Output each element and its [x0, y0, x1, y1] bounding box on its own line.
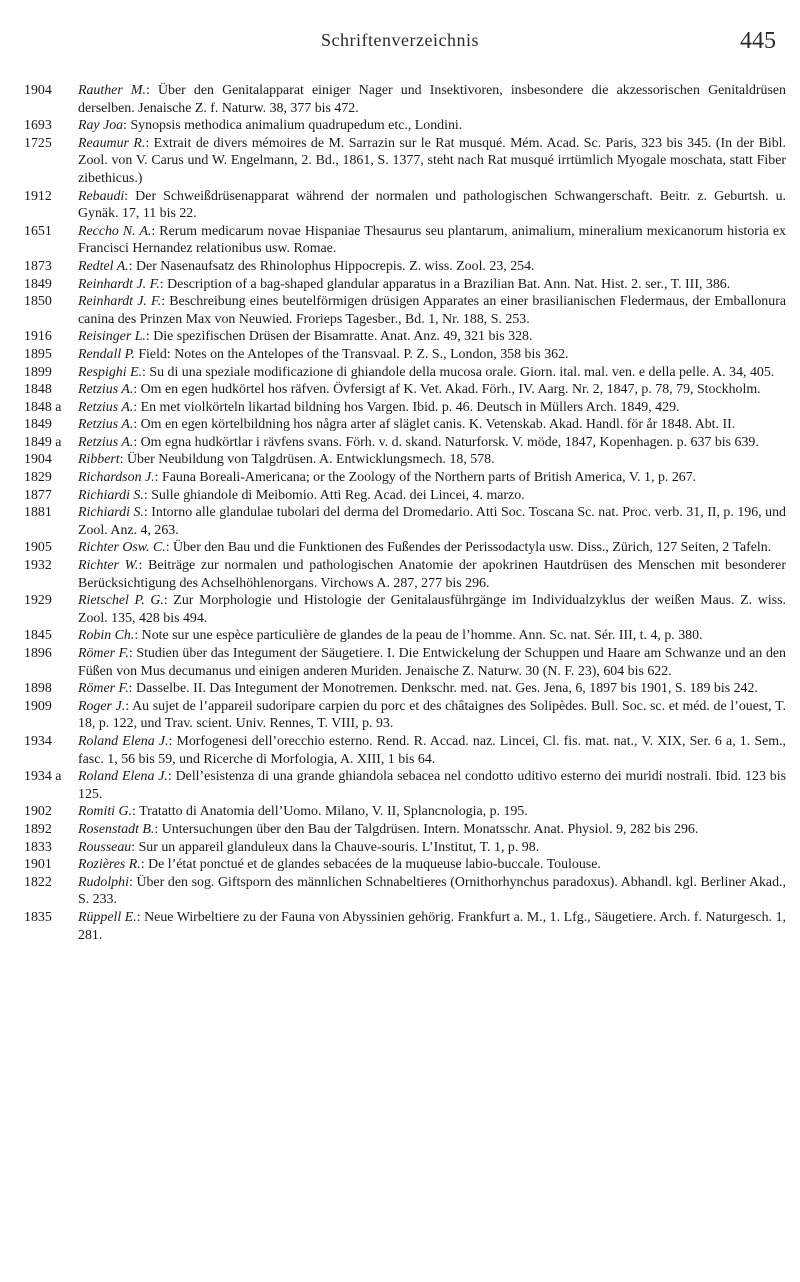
entry-citation: : Der Schweißdrüsenapparat während der normalen und pathologischen Schwangerschaft. Beitr. z. Geburtsh. u. Gynäk. 17, 11 bis 22.: [78, 188, 786, 222]
entry-year: 1849: [24, 276, 52, 292]
entry-citation: : Sur un appareil glanduleux dans la Chauve-souris. L’Institut, T. 1, p. 98.: [131, 839, 540, 855]
entry-author: Reisinger L.: [78, 329, 146, 345]
entry-year: 1693: [24, 118, 52, 134]
entry-year: 1895: [24, 346, 52, 362]
entry-year: 1905: [24, 540, 52, 556]
entry-year: 1848 a: [24, 399, 62, 415]
entry-citation: : Über den sog. Giftsporn des männlichen Schnabeltieres (Ornithorhynchus paradoxus). Abhandl. kgl. Berliner Akad., S. 233.: [78, 874, 786, 908]
bibliography-entry: [24, 504, 786, 539]
entry-citation: : Über Neubildung von Talgdrüsen. A. Entwicklungsmech. 18, 578.: [119, 452, 495, 468]
entry-author: Retzius A.: [78, 434, 134, 450]
entry-citation: : Rerum medicarum novae Hispaniae Thesaurus seu plantarum, animalium, mineralium mexicanorum historia ex Francisci Hernandez relationibus usw. Romae.: [78, 223, 786, 257]
page-number: 445: [740, 28, 776, 54]
entry-author: Roland Elena J.: [78, 769, 168, 785]
bibliography-entry: [24, 487, 786, 505]
entry-citation: : Su di una speziale modificazione di ghiandole della mucosa orale. Giorn. ital. mal. ven. e della pelle. A. 34, 405.: [142, 364, 775, 380]
entry-citation: : Sulle ghiandole di Meibomio. Atti Reg. Acad. dei Lincei, 4. marzo.: [143, 487, 525, 503]
bibliography-entry: [24, 557, 786, 592]
entry-citation: : Fauna Boreali-Americana; or the Zoology of the Northern parts of British America, V. 1, p. 267.: [154, 470, 697, 486]
entry-author: Reinhardt J. F.: [78, 276, 160, 292]
entry-citation: : Note sur une espèce particulière de glandes de la peau de l’homme. Ann. Sc. nat. Sér. III, t. 4, p. 380.: [134, 628, 703, 644]
bibliography-entry: [24, 856, 786, 874]
entry-citation: : Synopsis methodica animalium quadrupedum etc., Londini.: [123, 118, 463, 134]
entry-year: 1849 a: [24, 434, 62, 450]
bibliography-list: [24, 82, 786, 944]
bibliography-entry: [24, 82, 786, 117]
entry-citation: : Om en egen körtelbildning hos några arter af släglet canis. K. Vetenskab. Akad. Handl. för år 1848. Abt. II.: [133, 417, 736, 433]
entry-year: 1881: [24, 505, 52, 521]
entry-year: 1932: [24, 558, 52, 574]
entry-author: Römer F.: [78, 646, 129, 661]
entry-citation: : Über den Genitalapparat einiger Nager und Insektivoren, insbesondere die akzessorischen Genitaldrüsen derselben. Jenaische Z. f. Naturw. 38, 377 bis 472.: [78, 83, 786, 116]
entry-author: Richter Osw. C.: [78, 540, 166, 556]
entry-author: Richiardi S.: [78, 505, 144, 521]
entry-year: 1848: [24, 382, 52, 398]
entry-citation: : Die spezifischen Drüsen der Bisamratte. Anat. Anz. 49, 321 bis 328.: [145, 329, 533, 345]
entry-year: 1934 a: [24, 769, 62, 785]
entry-author: Richter W.: [78, 558, 139, 574]
entry-author: Rebaudi: [78, 188, 125, 204]
entry-author: Robin Ch.: [78, 628, 135, 644]
entry-year: 1849: [24, 417, 52, 433]
bibliography-entry: [24, 451, 786, 469]
entry-author: Römer F.: [78, 681, 129, 697]
bibliography-entry: [24, 768, 786, 803]
entry-citation: : Tratatto di Anatomia dell’Uomo. Milano, V. II, Splancnologia, p. 195.: [132, 804, 528, 820]
entry-author: Rousseau: [78, 839, 132, 855]
entry-year: 1904: [24, 83, 52, 98]
entry-citation: : Dell’esistenza di una grande ghiandola sebacea nel condotto uditivo esterno dei muridi nostrali. Ibid. 123 bis 125.: [78, 769, 786, 802]
entry-year: 1909: [24, 698, 52, 714]
bibliography-entry: [24, 698, 786, 733]
entry-year: 1892: [24, 821, 52, 837]
entry-year: 1929: [24, 593, 52, 609]
bibliography-entry: [24, 434, 786, 452]
entry-author: Roger J.: [78, 698, 126, 714]
entry-citation: : Neue Wirbeltiere zu der Fauna von Abyssinien gehörig. Frankfurt a. M., 1. Lfg., Säugetiere. Arch. f. Naturgesch. 1, 281.: [78, 909, 787, 943]
bibliography-entry: [24, 680, 786, 698]
entry-citation: : Intorno alle glandulae tubolari del derma del Dromedario. Atti Soc. Toscana Sc. nat. Proc. verb. 31, II, p. 196, und Zool. Anz. 4, 263.: [78, 505, 786, 538]
entry-author: Respighi E.: [78, 364, 143, 380]
entry-year: 1850: [24, 294, 52, 310]
entry-year: 1899: [24, 364, 52, 380]
entry-author: Rauther M.: [78, 83, 146, 98]
bibliography-entry: [24, 469, 786, 487]
entry-year: 1725: [24, 135, 52, 151]
entry-year: 1896: [24, 646, 52, 661]
entry-citation: : Description of a bag-shaped glandular apparatus in a Brazilian Bat. Ann. Nat. Hist. 2. ser., T. III, 386.: [159, 276, 731, 292]
entry-year: 1898: [24, 681, 52, 697]
bibliography-entry: [24, 416, 786, 434]
bibliography-entry: [24, 592, 786, 627]
bibliography-entry: [24, 399, 786, 417]
entry-citation: : Beschreibung eines beutelförmigen drüsigen Apparates an einer brasilianischen Fledermaus, der Emballonura canina des Prinzen Max von Neuwied. Frorieps Tagesber., Bd. 1, Nr. 188, S. 253.: [78, 294, 786, 327]
entry-author: Reinhardt J. F.: [78, 294, 162, 310]
bibliography-entry: [24, 258, 786, 276]
entry-author: Rietschel P. G.: [78, 593, 164, 609]
running-head: Schriftenverzeichnis: [321, 30, 479, 50]
entry-citation: : Om en egen hudkörtel hos räfven. Övfersigt af K. Vet. Akad. Förh., IV. Aarg. Nr. 2, 1847, p. 78, 79, Stockholm.: [133, 382, 761, 398]
entry-year: 1822: [24, 874, 52, 890]
entry-year: 1833: [24, 839, 52, 855]
bibliography-entry: [24, 909, 786, 944]
entry-author: Ribbert: [78, 452, 120, 468]
entry-citation: : Untersuchungen über den Bau der Talgdrüsen. Intern. Monatsschr. Anat. Physiol. 9, 282 bis 296.: [154, 821, 699, 837]
entry-year: 1904: [24, 452, 52, 468]
bibliography-entry: [24, 188, 786, 223]
bibliography-entry: [24, 821, 786, 839]
entry-author: Romiti G.: [78, 804, 133, 820]
entry-author: Richiardi S.: [78, 487, 144, 503]
entry-author: Retzius A.: [78, 417, 134, 433]
entry-year: 1845: [24, 628, 52, 644]
bibliography-entry: [24, 539, 786, 557]
entry-year: 1877: [24, 487, 52, 503]
entry-author: Richardson J.: [78, 470, 155, 486]
entry-author: Retzius A.: [78, 399, 134, 415]
entry-author: Rüppell E.: [78, 909, 137, 925]
entry-author: Rendall P.: [78, 346, 135, 362]
entry-year: 1651: [24, 223, 52, 239]
bibliography-entry: [24, 223, 786, 258]
entry-citation: Field: Notes on the Antelopes of the Transvaal. P. Z. S., London, 358 bis 362.: [134, 346, 569, 362]
bibliography-entry: [24, 839, 786, 857]
bibliography-entry: [24, 117, 786, 135]
entry-citation: : Studien über das Integument der Säugetiere. I. Die Entwickelung der Schuppen und Haare am Schwanze und an den Füßen von Mus decumanus und einigen anderen Muriden. Jenaische Z. Naturw. 30 (N. F. 23), 604 bis 622.: [78, 646, 787, 679]
entry-year: 1829: [24, 470, 52, 486]
entry-citation: : Beiträge zur normalen und pathologischen Anatomie der apokrinen Hautdrüsen des Menschen mit besonderer Berücksichtigung des Achselhöhlenorgans. Virchows A. 287, 277 bis 296.: [78, 558, 786, 591]
entry-citation: : Au sujet de l’appareil sudoripare carpien du porc et des châtaignes des Solipèdes. Bull. Soc. sc. et méd. de l’ouest, T. 18, p. 122, und Trav. scient. Univ. Rennes, T. VIII, p. 93.: [78, 698, 786, 732]
bibliography-entry: [24, 645, 786, 680]
bibliography-entry: [24, 135, 786, 188]
bibliography-entry: [24, 733, 786, 768]
entry-year: 1873: [24, 258, 52, 274]
bibliography-entry: [24, 874, 786, 909]
entry-author: Reaumur R.: [78, 135, 146, 151]
entry-year: 1912: [24, 188, 52, 204]
entry-year: 1902: [24, 804, 52, 820]
entry-year: 1916: [24, 329, 52, 345]
entry-citation: : Zur Morphologie und Histologie der Genitalausführgänge im Individualzyklus der weißen Maus. Z. wiss. Zool. 135, 428 bis 494.: [78, 593, 786, 626]
entry-citation: : En met violkörteln likartad bildning hos Vargen. Ibid. p. 46. Deutsch in Müllers Arch. 1849, 429.: [133, 399, 680, 415]
entry-author: Redtel A.: [78, 258, 129, 274]
entry-author: Retzius A.: [78, 382, 134, 398]
bibliography-entry: [24, 293, 786, 328]
entry-author: Ray Joa: [78, 118, 124, 134]
entry-author: Rudolphi: [78, 874, 129, 890]
entry-author: Reccho N. A.: [78, 223, 152, 239]
bibliography-entry: [24, 627, 786, 645]
bibliography-entry: [24, 364, 786, 382]
entry-author: Rozières R.: [78, 857, 141, 873]
entry-citation: : Der Nasenaufsatz des Rhinolophus Hippocrepis. Z. wiss. Zool. 23, 254.: [128, 258, 535, 274]
entry-author: Rosenstadt B.: [78, 821, 155, 837]
bibliography-entry: [24, 276, 786, 294]
bibliography-entry: [24, 803, 786, 821]
entry-year: 1901: [24, 857, 52, 873]
entry-citation: : Extrait de divers mémoires de M. Sarrazin sur le Rat musqué. Mém. Acad. Sc. Paris, 323 bis 345. (In der Bibl. Zool. von V. Carus und W. Engelmann, 2. Bd., 1861, S. 1377, steht nach Rat musqué irrtümlich Myogale moschata, statt Fiber zibethicus.): [78, 135, 787, 186]
bibliography-entry: [24, 346, 786, 364]
entry-citation: : Über den Bau und die Funktionen des Fußendes der Perissodactyla usw. Diss., Zürich, 127 Seiten, 2 Tafeln.: [165, 540, 772, 556]
bibliography-entry: [24, 381, 786, 399]
entry-year: 1835: [24, 909, 52, 925]
bibliography-entry: [24, 328, 786, 346]
entry-citation: : De l’état ponctué et de glandes sebacées de la muqueuse labio-buccale. Toulouse.: [140, 857, 601, 873]
page-header: [0, 28, 800, 58]
entry-citation: : Dasselbe. II. Das Integument der Monotremen. Denkschr. med. nat. Ges. Jena, 6, 1897 bis 1901, S. 189 bis 242.: [128, 681, 758, 697]
entry-author: Roland Elena J.: [78, 733, 169, 749]
entry-citation: : Om egna hudkörtlar i rävfens svans. Förh. v. d. skand. Naturforsk. V. möde, 1847, Kopenhagen. p. 637 bis 639.: [133, 434, 759, 450]
entry-year: 1934: [24, 733, 52, 749]
entry-citation: : Morfogenesi dell’orecchio esterno. Rend. R. Accad. naz. Lincei, Cl. fis. mat. nat., V. XIX, Ser. 6 a, 1. Sem., fasc. 1, 56 bis 59, und Ricerche di Morfologia, A. XIII, 1 bis 64.: [78, 733, 787, 767]
